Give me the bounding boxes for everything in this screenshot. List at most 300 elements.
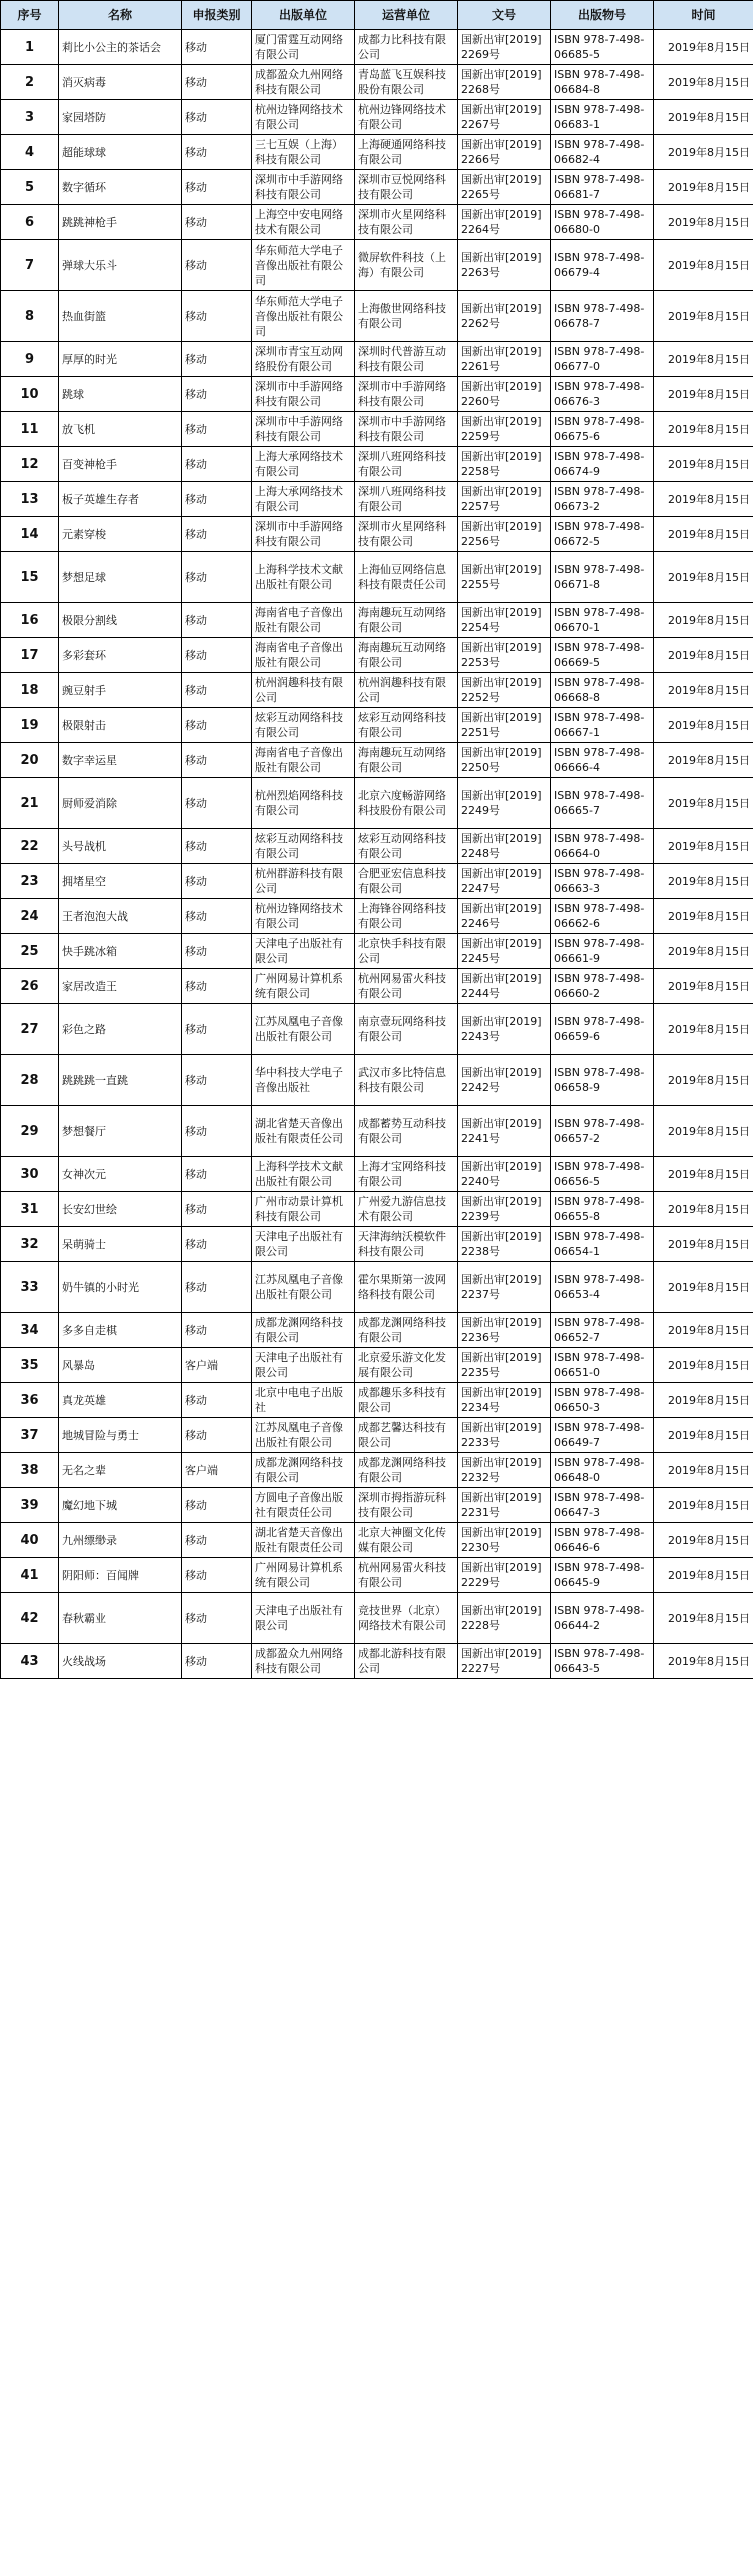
row-type: 移动 [182, 412, 252, 447]
row-type: 移动 [182, 708, 252, 743]
row-operator: 南京壹玩网络科技有限公司 [355, 1004, 458, 1055]
row-name: 魔幻地下城 [59, 1488, 182, 1523]
row-isbn: ISBN 978-7-498-06662-6 [551, 899, 654, 934]
row-isbn: ISBN 978-7-498-06672-5 [551, 517, 654, 552]
header-date: 时间 [654, 1, 753, 30]
row-doc-number: 国新出审[2019]2230号 [458, 1523, 551, 1558]
row-date: 2019年8月15日 [654, 1055, 753, 1106]
row-type: 移动 [182, 30, 252, 65]
row-isbn: ISBN 978-7-498-06654-1 [551, 1227, 654, 1262]
row-seq: 6 [1, 205, 59, 240]
row-type: 移动 [182, 1523, 252, 1558]
row-publisher: 深圳市中手游网络科技有限公司 [252, 517, 355, 552]
row-type: 移动 [182, 899, 252, 934]
row-type: 移动 [182, 743, 252, 778]
row-doc-number: 国新出审[2019]2238号 [458, 1227, 551, 1262]
row-doc-number: 国新出审[2019]2234号 [458, 1383, 551, 1418]
table-row [1, 708, 753, 743]
row-seq: 8 [1, 291, 59, 342]
row-operator: 杭州网易雷火科技有限公司 [355, 1558, 458, 1593]
table-row [1, 170, 753, 205]
row-publisher: 上海大承网络技术有限公司 [252, 447, 355, 482]
row-seq: 25 [1, 934, 59, 969]
row-name: 元素穿梭 [59, 517, 182, 552]
row-operator: 深圳八班网络科技有限公司 [355, 447, 458, 482]
row-isbn: ISBN 978-7-498-06668-8 [551, 673, 654, 708]
row-doc-number: 国新出审[2019]2244号 [458, 969, 551, 1004]
table-row [1, 1192, 753, 1227]
row-date: 2019年8月15日 [654, 1227, 753, 1262]
row-doc-number: 国新出审[2019]2243号 [458, 1004, 551, 1055]
row-doc-number: 国新出审[2019]2267号 [458, 100, 551, 135]
row-date: 2019年8月15日 [654, 517, 753, 552]
table-row [1, 743, 753, 778]
table-row [1, 135, 753, 170]
row-publisher: 炫彩互动网络科技有限公司 [252, 829, 355, 864]
row-date: 2019年8月15日 [654, 1644, 753, 1679]
row-name: 梦想餐厅 [59, 1106, 182, 1157]
row-isbn: ISBN 978-7-498-06674-9 [551, 447, 654, 482]
row-isbn: ISBN 978-7-498-06655-8 [551, 1192, 654, 1227]
row-seq: 5 [1, 170, 59, 205]
row-date: 2019年8月15日 [654, 240, 753, 291]
row-name: 春秋霸业 [59, 1593, 182, 1644]
row-isbn: ISBN 978-7-498-06682-4 [551, 135, 654, 170]
table-row [1, 1523, 753, 1558]
row-publisher: 上海大承网络技术有限公司 [252, 482, 355, 517]
table-row [1, 412, 753, 447]
row-doc-number: 国新出审[2019]2256号 [458, 517, 551, 552]
row-name: 极限分割线 [59, 603, 182, 638]
row-seq: 42 [1, 1593, 59, 1644]
row-name: 王者泡泡大战 [59, 899, 182, 934]
row-doc-number: 国新出审[2019]2235号 [458, 1348, 551, 1383]
row-operator: 竞技世界（北京）网络技术有限公司 [355, 1593, 458, 1644]
row-type: 移动 [182, 603, 252, 638]
row-name: 风暴岛 [59, 1348, 182, 1383]
row-publisher: 湖北省楚天音像出版社有限责任公司 [252, 1106, 355, 1157]
row-date: 2019年8月15日 [654, 1523, 753, 1558]
row-publisher: 杭州润趣科技有限公司 [252, 673, 355, 708]
row-operator: 成都趣乐多科技有限公司 [355, 1383, 458, 1418]
row-operator: 海南趣玩互动网络有限公司 [355, 638, 458, 673]
row-date: 2019年8月15日 [654, 829, 753, 864]
row-seq: 22 [1, 829, 59, 864]
row-type: 移动 [182, 1004, 252, 1055]
row-publisher: 华中科技大学电子音像出版社 [252, 1055, 355, 1106]
row-operator: 成都蓄势互动科技有限公司 [355, 1106, 458, 1157]
row-name: 厚厚的时光 [59, 342, 182, 377]
row-type: 移动 [182, 377, 252, 412]
row-type: 移动 [182, 864, 252, 899]
table-row [1, 100, 753, 135]
row-publisher: 江苏凤凰电子音像出版社有限公司 [252, 1418, 355, 1453]
row-publisher: 成都龙渊网络科技有限公司 [252, 1313, 355, 1348]
row-type: 移动 [182, 1558, 252, 1593]
row-date: 2019年8月15日 [654, 205, 753, 240]
row-seq: 27 [1, 1004, 59, 1055]
row-doc-number: 国新出审[2019]2251号 [458, 708, 551, 743]
row-seq: 4 [1, 135, 59, 170]
row-seq: 29 [1, 1106, 59, 1157]
row-operator: 深圳时代普游互动科技有限公司 [355, 342, 458, 377]
row-date: 2019年8月15日 [654, 778, 753, 829]
row-type: 移动 [182, 342, 252, 377]
row-isbn: ISBN 978-7-498-06644-2 [551, 1593, 654, 1644]
row-isbn: ISBN 978-7-498-06684-8 [551, 65, 654, 100]
row-type: 移动 [182, 170, 252, 205]
table-row [1, 1418, 753, 1453]
row-isbn: ISBN 978-7-498-06670-1 [551, 603, 654, 638]
row-publisher: 深圳市中手游网络科技有限公司 [252, 412, 355, 447]
row-date: 2019年8月15日 [654, 1262, 753, 1313]
row-publisher: 深圳市中手游网络科技有限公司 [252, 170, 355, 205]
row-doc-number: 国新出审[2019]2249号 [458, 778, 551, 829]
row-date: 2019年8月15日 [654, 100, 753, 135]
row-publisher: 深圳市中手游网络科技有限公司 [252, 377, 355, 412]
row-name: 跳球 [59, 377, 182, 412]
row-type: 移动 [182, 1383, 252, 1418]
row-type: 移动 [182, 1227, 252, 1262]
row-isbn: ISBN 978-7-498-06647-3 [551, 1488, 654, 1523]
row-seq: 43 [1, 1644, 59, 1679]
row-name: 跳跳跳一直跳 [59, 1055, 182, 1106]
row-doc-number: 国新出审[2019]2246号 [458, 899, 551, 934]
row-date: 2019年8月15日 [654, 1418, 753, 1453]
row-type: 移动 [182, 205, 252, 240]
row-name: 头号战机 [59, 829, 182, 864]
table-row [1, 517, 753, 552]
row-isbn: ISBN 978-7-498-06652-7 [551, 1313, 654, 1348]
row-date: 2019年8月15日 [654, 552, 753, 603]
row-operator: 北京大神圈文化传媒有限公司 [355, 1523, 458, 1558]
table-row [1, 1055, 753, 1106]
row-name: 女神次元 [59, 1157, 182, 1192]
row-name: 弹球大乐斗 [59, 240, 182, 291]
row-seq: 32 [1, 1227, 59, 1262]
row-seq: 17 [1, 638, 59, 673]
table-row [1, 240, 753, 291]
row-name: 快手跳冰箱 [59, 934, 182, 969]
row-type: 移动 [182, 638, 252, 673]
row-isbn: ISBN 978-7-498-06660-2 [551, 969, 654, 1004]
row-date: 2019年8月15日 [654, 743, 753, 778]
row-seq: 31 [1, 1192, 59, 1227]
row-isbn: ISBN 978-7-498-06680-0 [551, 205, 654, 240]
row-seq: 12 [1, 447, 59, 482]
row-operator: 上海才宝网络科技有限公司 [355, 1157, 458, 1192]
row-seq: 7 [1, 240, 59, 291]
row-isbn: ISBN 978-7-498-06646-6 [551, 1523, 654, 1558]
row-date: 2019年8月15日 [654, 1383, 753, 1418]
row-doc-number: 国新出审[2019]2266号 [458, 135, 551, 170]
row-doc-number: 国新出审[2019]2247号 [458, 864, 551, 899]
row-name: 奶牛镇的小时光 [59, 1262, 182, 1313]
table-row [1, 1106, 753, 1157]
row-date: 2019年8月15日 [654, 708, 753, 743]
row-operator: 广州爱九游信息技术有限公司 [355, 1192, 458, 1227]
row-doc-number: 国新出审[2019]2248号 [458, 829, 551, 864]
row-date: 2019年8月15日 [654, 30, 753, 65]
row-name: 消灭病毒 [59, 65, 182, 100]
row-date: 2019年8月15日 [654, 170, 753, 205]
table-row [1, 377, 753, 412]
row-type: 移动 [182, 673, 252, 708]
row-name: 放飞机 [59, 412, 182, 447]
row-seq: 24 [1, 899, 59, 934]
row-seq: 11 [1, 412, 59, 447]
row-seq: 15 [1, 552, 59, 603]
row-date: 2019年8月15日 [654, 864, 753, 899]
row-date: 2019年8月15日 [654, 1558, 753, 1593]
row-isbn: ISBN 978-7-498-06664-0 [551, 829, 654, 864]
row-isbn: ISBN 978-7-498-06683-1 [551, 100, 654, 135]
row-publisher: 江苏凤凰电子音像出版社有限公司 [252, 1004, 355, 1055]
row-doc-number: 国新出审[2019]2255号 [458, 552, 551, 603]
row-operator: 深圳市中手游网络科技有限公司 [355, 412, 458, 447]
row-doc-number: 国新出审[2019]2245号 [458, 934, 551, 969]
table-row [1, 1593, 753, 1644]
row-publisher: 杭州边锋网络技术有限公司 [252, 899, 355, 934]
row-publisher: 杭州边锋网络技术有限公司 [252, 100, 355, 135]
row-type: 移动 [182, 1262, 252, 1313]
row-seq: 23 [1, 864, 59, 899]
table-row [1, 1383, 753, 1418]
row-operator: 深圳八班网络科技有限公司 [355, 482, 458, 517]
row-name: 数字循环 [59, 170, 182, 205]
row-publisher: 北京中电电子出版社 [252, 1383, 355, 1418]
row-operator: 成都龙渊网络科技有限公司 [355, 1313, 458, 1348]
row-date: 2019年8月15日 [654, 1004, 753, 1055]
row-isbn: ISBN 978-7-498-06657-2 [551, 1106, 654, 1157]
row-name: 家居改造王 [59, 969, 182, 1004]
row-doc-number: 国新出审[2019]2227号 [458, 1644, 551, 1679]
row-date: 2019年8月15日 [654, 1488, 753, 1523]
row-date: 2019年8月15日 [654, 291, 753, 342]
table-row [1, 1227, 753, 1262]
row-doc-number: 国新出审[2019]2241号 [458, 1106, 551, 1157]
table-row [1, 899, 753, 934]
row-operator: 深圳市拇指游玩科技有限公司 [355, 1488, 458, 1523]
row-type: 移动 [182, 778, 252, 829]
row-publisher: 天津电子出版社有限公司 [252, 1227, 355, 1262]
row-isbn: ISBN 978-7-498-06663-3 [551, 864, 654, 899]
row-type: 移动 [182, 1488, 252, 1523]
row-doc-number: 国新出审[2019]2237号 [458, 1262, 551, 1313]
header-isbn: 出版物号 [551, 1, 654, 30]
row-operator: 海南趣玩互动网络有限公司 [355, 743, 458, 778]
row-date: 2019年8月15日 [654, 135, 753, 170]
row-seq: 40 [1, 1523, 59, 1558]
row-doc-number: 国新出审[2019]2257号 [458, 482, 551, 517]
row-doc-number: 国新出审[2019]2252号 [458, 673, 551, 708]
row-publisher: 方圆电子音像出版社有限责任公司 [252, 1488, 355, 1523]
row-isbn: ISBN 978-7-498-06677-0 [551, 342, 654, 377]
row-type: 移动 [182, 291, 252, 342]
row-seq: 1 [1, 30, 59, 65]
row-seq: 41 [1, 1558, 59, 1593]
row-isbn: ISBN 978-7-498-06676-3 [551, 377, 654, 412]
row-operator: 上海锋谷网络科技有限公司 [355, 899, 458, 934]
row-operator: 微屏软件科技（上海）有限公司 [355, 240, 458, 291]
row-operator: 天津海纳沃模软件科技有限公司 [355, 1227, 458, 1262]
table-row [1, 1558, 753, 1593]
row-seq: 21 [1, 778, 59, 829]
row-name: 超能球球 [59, 135, 182, 170]
row-name: 百变神枪手 [59, 447, 182, 482]
row-type: 客户端 [182, 1348, 252, 1383]
table-row [1, 30, 753, 65]
table-body [1, 30, 753, 1679]
row-date: 2019年8月15日 [654, 1453, 753, 1488]
row-isbn: ISBN 978-7-498-06658-9 [551, 1055, 654, 1106]
row-doc-number: 国新出审[2019]2268号 [458, 65, 551, 100]
row-seq: 2 [1, 65, 59, 100]
row-seq: 20 [1, 743, 59, 778]
row-publisher: 成都盈众九州网络科技有限公司 [252, 65, 355, 100]
row-isbn: ISBN 978-7-498-06678-7 [551, 291, 654, 342]
row-doc-number: 国新出审[2019]2239号 [458, 1192, 551, 1227]
table-row [1, 969, 753, 1004]
row-type: 移动 [182, 482, 252, 517]
row-name: 多彩套环 [59, 638, 182, 673]
row-seq: 19 [1, 708, 59, 743]
row-date: 2019年8月15日 [654, 1157, 753, 1192]
table-row [1, 65, 753, 100]
row-operator: 杭州润趣科技有限公司 [355, 673, 458, 708]
row-seq: 37 [1, 1418, 59, 1453]
row-operator: 上海硬通网络科技有限公司 [355, 135, 458, 170]
row-operator: 成都龙渊网络科技有限公司 [355, 1453, 458, 1488]
row-doc-number: 国新出审[2019]2236号 [458, 1313, 551, 1348]
row-isbn: ISBN 978-7-498-06671-8 [551, 552, 654, 603]
table-row [1, 778, 753, 829]
table-row [1, 1488, 753, 1523]
row-doc-number: 国新出审[2019]2260号 [458, 377, 551, 412]
row-seq: 16 [1, 603, 59, 638]
table-row [1, 1348, 753, 1383]
row-type: 移动 [182, 100, 252, 135]
row-seq: 26 [1, 969, 59, 1004]
row-type: 移动 [182, 1593, 252, 1644]
row-operator: 北京爱乐游文化发展有限公司 [355, 1348, 458, 1383]
row-name: 真龙英雄 [59, 1383, 182, 1418]
row-seq: 39 [1, 1488, 59, 1523]
row-seq: 10 [1, 377, 59, 412]
row-date: 2019年8月15日 [654, 1106, 753, 1157]
table-row [1, 1313, 753, 1348]
row-publisher: 海南省电子音像出版社有限公司 [252, 743, 355, 778]
table-row [1, 482, 753, 517]
row-name: 板子英雄生存者 [59, 482, 182, 517]
row-type: 移动 [182, 1106, 252, 1157]
row-type: 移动 [182, 517, 252, 552]
row-date: 2019年8月15日 [654, 1313, 753, 1348]
header-doc-number: 文号 [458, 1, 551, 30]
row-operator: 合肥亚宏信息科技有限公司 [355, 864, 458, 899]
table-row [1, 603, 753, 638]
row-type: 移动 [182, 1418, 252, 1453]
row-doc-number: 国新出审[2019]2229号 [458, 1558, 551, 1593]
row-publisher: 天津电子出版社有限公司 [252, 1348, 355, 1383]
row-type: 移动 [182, 240, 252, 291]
table-row [1, 447, 753, 482]
row-operator: 武汉市多比特信息科技有限公司 [355, 1055, 458, 1106]
row-operator: 炫彩互动网络科技有限公司 [355, 829, 458, 864]
row-operator: 炫彩互动网络科技有限公司 [355, 708, 458, 743]
row-doc-number: 国新出审[2019]2231号 [458, 1488, 551, 1523]
row-publisher: 海南省电子音像出版社有限公司 [252, 638, 355, 673]
row-name: 彩色之路 [59, 1004, 182, 1055]
row-type: 移动 [182, 829, 252, 864]
row-name: 热血街篮 [59, 291, 182, 342]
row-doc-number: 国新出审[2019]2262号 [458, 291, 551, 342]
row-operator: 深圳市火星网络科技有限公司 [355, 517, 458, 552]
row-doc-number: 国新出审[2019]2254号 [458, 603, 551, 638]
row-name: 数字幸运星 [59, 743, 182, 778]
row-publisher: 广州市动景计算机科技有限公司 [252, 1192, 355, 1227]
row-name: 家园塔防 [59, 100, 182, 135]
table-row [1, 291, 753, 342]
row-type: 移动 [182, 552, 252, 603]
row-publisher: 成都盈众九州网络科技有限公司 [252, 1644, 355, 1679]
row-type: 移动 [182, 969, 252, 1004]
table-row [1, 1004, 753, 1055]
row-seq: 9 [1, 342, 59, 377]
row-name: 厨师爱消除 [59, 778, 182, 829]
row-name: 九州缥缈录 [59, 1523, 182, 1558]
row-doc-number: 国新出审[2019]2261号 [458, 342, 551, 377]
row-publisher: 江苏凤凰电子音像出版社有限公司 [252, 1262, 355, 1313]
row-date: 2019年8月15日 [654, 412, 753, 447]
row-date: 2019年8月15日 [654, 638, 753, 673]
row-date: 2019年8月15日 [654, 1348, 753, 1383]
table-row [1, 1644, 753, 1679]
row-isbn: ISBN 978-7-498-06645-9 [551, 1558, 654, 1593]
table-header-row [1, 1, 753, 30]
row-type: 移动 [182, 65, 252, 100]
table-row [1, 829, 753, 864]
row-type: 移动 [182, 135, 252, 170]
row-seq: 36 [1, 1383, 59, 1418]
row-operator: 成都艺馨达科技有限公司 [355, 1418, 458, 1453]
row-type: 移动 [182, 1055, 252, 1106]
row-operator: 青岛蓝飞互娱科技股份有限公司 [355, 65, 458, 100]
row-publisher: 广州网易计算机系统有限公司 [252, 969, 355, 1004]
row-type: 移动 [182, 934, 252, 969]
row-name: 跳跳神枪手 [59, 205, 182, 240]
row-isbn: ISBN 978-7-498-06659-6 [551, 1004, 654, 1055]
row-operator: 深圳市中手游网络科技有限公司 [355, 377, 458, 412]
row-doc-number: 国新出审[2019]2259号 [458, 412, 551, 447]
row-publisher: 深圳市青宝互动网络股份有限公司 [252, 342, 355, 377]
row-publisher: 广州网易计算机系统有限公司 [252, 1558, 355, 1593]
row-date: 2019年8月15日 [654, 603, 753, 638]
row-isbn: ISBN 978-7-498-06675-6 [551, 412, 654, 447]
row-seq: 13 [1, 482, 59, 517]
row-seq: 38 [1, 1453, 59, 1488]
row-seq: 28 [1, 1055, 59, 1106]
row-name: 阴阳师：百闻牌 [59, 1558, 182, 1593]
row-publisher: 海南省电子音像出版社有限公司 [252, 603, 355, 638]
row-seq: 33 [1, 1262, 59, 1313]
row-doc-number: 国新出审[2019]2264号 [458, 205, 551, 240]
row-operator: 深圳市火星网络科技有限公司 [355, 205, 458, 240]
row-isbn: ISBN 978-7-498-06649-7 [551, 1418, 654, 1453]
row-operator: 海南趣玩互动网络有限公司 [355, 603, 458, 638]
table-row [1, 342, 753, 377]
row-operator: 成都力比科技有限公司 [355, 30, 458, 65]
